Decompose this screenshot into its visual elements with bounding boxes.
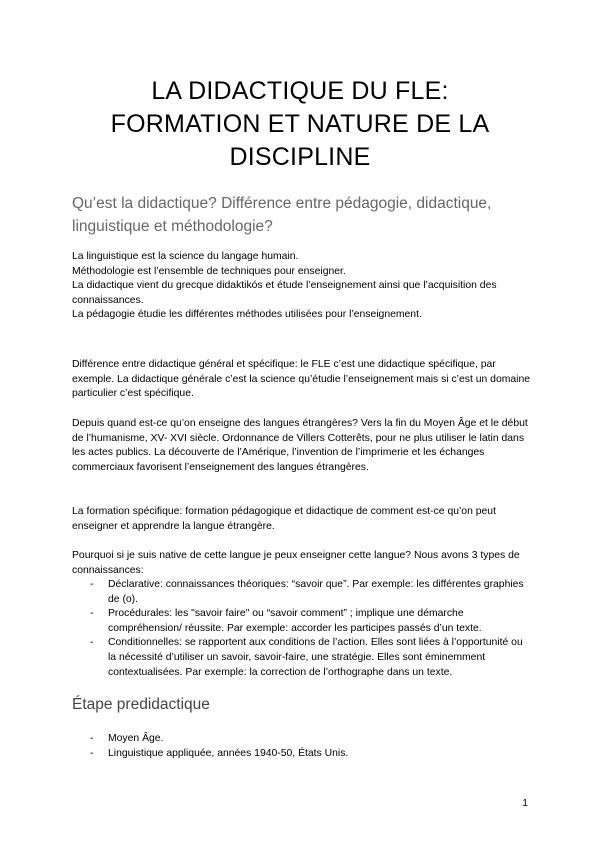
list-item-text: Procédurales: les "savoir faire" ou “savoir comment” ; implique une démarche compréhension/ réussite. Par exemple: accorder les participes passés d’un texte. — [108, 608, 482, 634]
list-item — [72, 732, 532, 747]
definition-methodologie: Méthodologie est l’ensemble de techniques pour enseigner. — [72, 265, 346, 277]
list-item — [72, 607, 532, 636]
title-line: DISCIPLINE — [229, 143, 371, 171]
definition-didactique: La didactique vient du grecque didaktikós et étude l’enseignement ainsi que l’acquisition des connaissances. — [72, 280, 497, 306]
list-dash: - — [90, 579, 94, 590]
list-dash: - — [90, 637, 94, 649]
subtitle-line: Qu’est la didactique? Différence entre pédagogie, didactique, — [72, 195, 492, 212]
list-dash: - — [90, 733, 94, 744]
predidactique-list — [72, 732, 532, 761]
list-item-text: Déclarative: connaissances théoriques: “savoir que”. Par exemple: les différentes graphies de (o). — [108, 579, 524, 605]
definitions-block — [72, 250, 532, 323]
paragraph-text: Différence entre didactique général et spécifique: le FLE c’est une didactique spécifique, par exemple. La didactique générale c’est la science qu’étudie l’enseignement mais si c’est un domaine particulier c’est spécifique. — [72, 359, 531, 400]
definition-linguistique: La linguistique est la science du langage humain. — [72, 251, 299, 262]
list-item-text: Moyen Âge. — [108, 733, 164, 744]
paragraph-history — [72, 417, 532, 475]
paragraph-difference — [72, 358, 532, 402]
page-title — [72, 75, 528, 174]
section-heading: Étape predidactique — [72, 696, 210, 713]
title-line: FORMATION ET NATURE DE LA — [110, 110, 490, 138]
paragraph-text: Depuis quand est-ce qu’on enseigne des langues étrangères? Vers la fin du Moyen Âge et le début de l’humanisme, XV- XVI siècle. Ordonnance de Villers Cotterêts, pour ne plus utiliser le latin dans les actes publics. La découverte de l’Amérique, l’invention de l’imprimerie et les échanges commerciaux favorisent l’enseignement des langues étrangères. — [72, 418, 528, 473]
list-item — [72, 747, 532, 762]
knowledge-types-list — [72, 578, 532, 680]
title-line: LA DIDACTIQUE DU FLE: — [151, 77, 449, 105]
page-number: 1 — [522, 798, 528, 809]
list-item — [72, 578, 532, 607]
definition-pedagogie: La pédagogie étudie les différentes méthodes utilisées pour l’enseignement. — [72, 309, 422, 321]
list-item — [72, 636, 532, 680]
paragraph-text: La formation spécifique: formation pédagogique et didactique de comment est-ce qu’on peut enseigner et apprendre la langue étrangère. — [72, 506, 496, 532]
list-item-text: Conditionnelles: se rapportent aux conditions de l’action. Elles sont liées à l’opportunité ou la nécessité d’utiliser un savoir, savoir-faire, une stratégie. Elles sont éminemment contextualisées. Par exemple: la correction de l’orthographe dans un texte. — [108, 637, 523, 678]
paragraph-knowledge-intro — [72, 549, 532, 578]
paragraph-text: Pourquoi si je suis native de cette langue je peux enseigner cette langue? Nous avons 3 types de connaissances: — [72, 550, 520, 576]
list-dash: - — [90, 608, 94, 620]
subtitle-line: linguistique et méthodologie? — [72, 218, 273, 235]
list-item-text: Linguistique appliquée, années 1940-50, États Unis. — [108, 747, 349, 759]
section-subtitle — [72, 192, 528, 238]
paragraph-formation — [72, 505, 532, 534]
list-dash: - — [90, 747, 94, 759]
